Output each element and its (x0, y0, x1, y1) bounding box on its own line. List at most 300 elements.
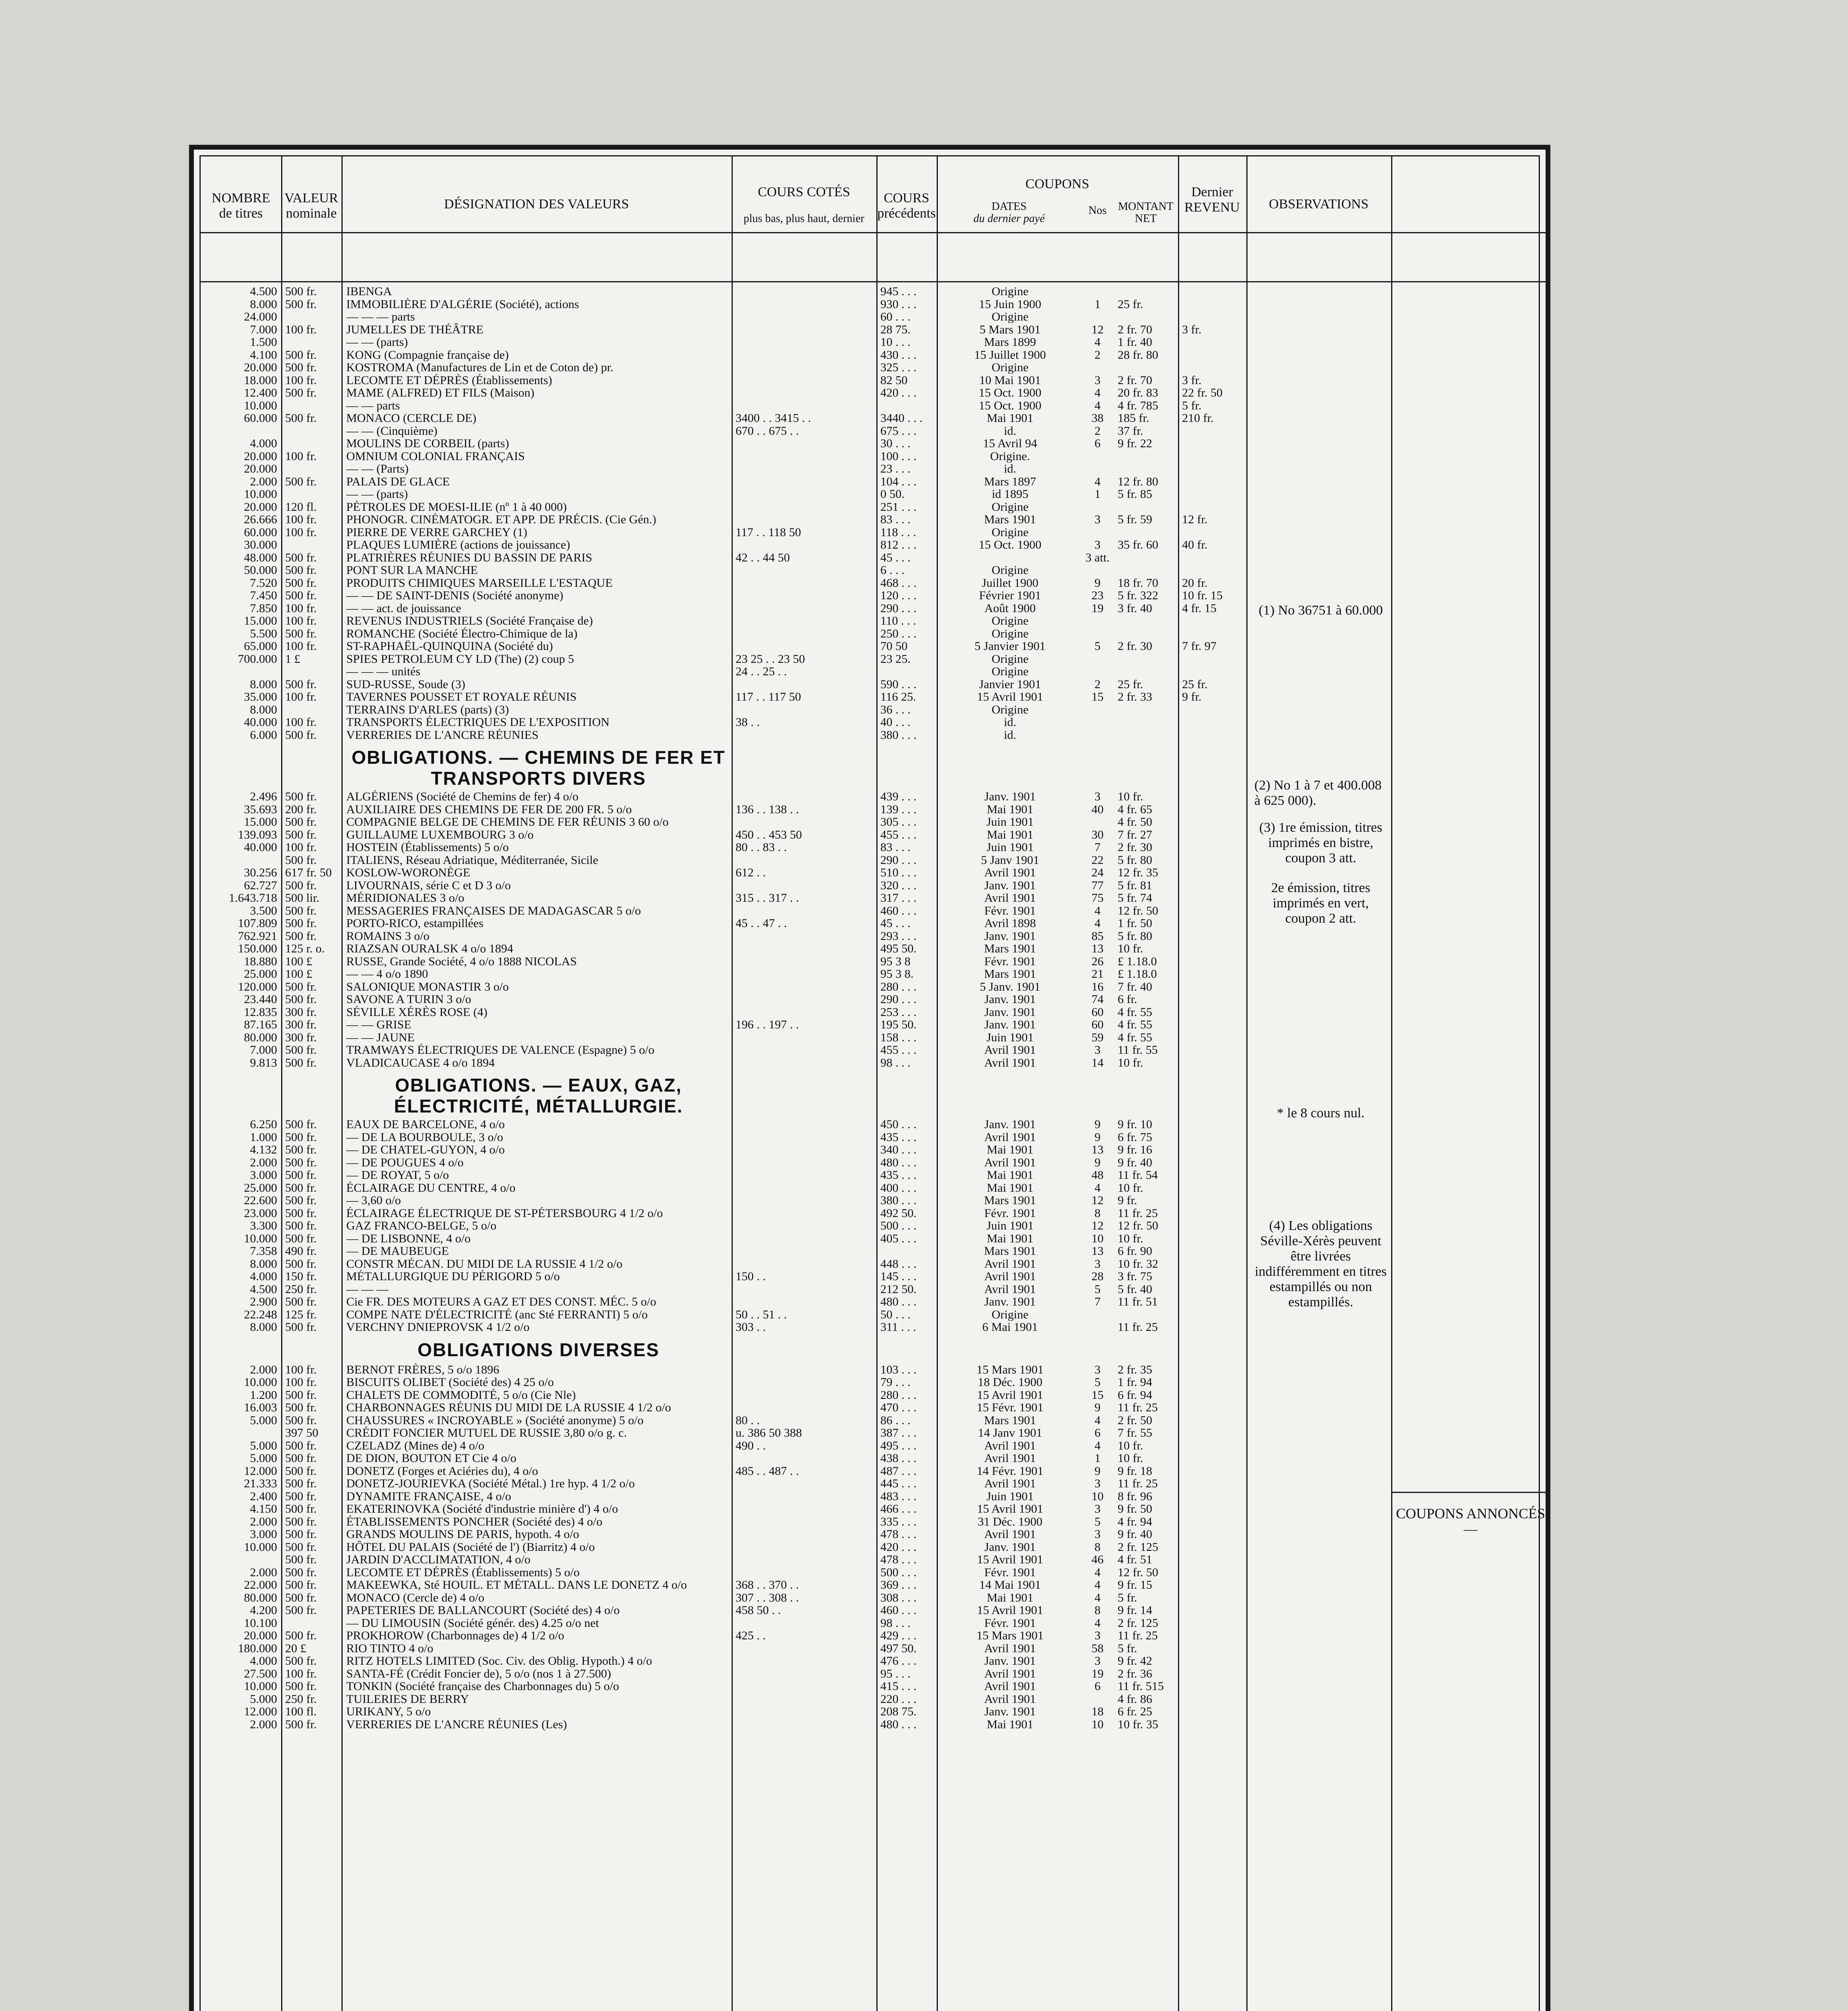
cell: 120 . . . (880, 589, 917, 602)
cell: — — — parts (346, 310, 415, 323)
table-row (201, 450, 1391, 463)
cell: 700.000 (238, 652, 277, 665)
cell: id. (1004, 463, 1016, 475)
table-row (201, 993, 1391, 1006)
cell: Mars 1901 (984, 1245, 1036, 1257)
cell: 480 . . . (880, 1156, 917, 1169)
cell: 10 fr. (1118, 942, 1143, 955)
header-dernier-revenu: Dernier REVENU (1184, 185, 1240, 215)
cell: 500 fr. (285, 1579, 317, 1591)
table-row (201, 1207, 1391, 1219)
cell: 2 fr. 36 (1118, 1667, 1152, 1680)
cell: DE DION, BOUTON ET Cie 4 o/o (346, 1452, 517, 1464)
table-row (201, 1604, 1391, 1616)
cell: 4.132 (250, 1143, 277, 1156)
cell: 2.000 (250, 475, 277, 488)
cell: £ 1.18.0 (1118, 955, 1157, 968)
cell: 7 fr. 27 (1118, 828, 1152, 841)
cell: 4 (1094, 399, 1101, 412)
cell: 3 (1094, 1655, 1101, 1667)
table-row (201, 399, 1391, 412)
cell: 250 . . . (880, 627, 917, 640)
cell: 11 fr. 25 (1118, 1477, 1158, 1490)
cell: JARDIN D'ACCLIMATATION, 4 o/o (346, 1553, 530, 1566)
cell: 5 Janv 1901 (981, 853, 1039, 866)
cell: 500 fr. (285, 816, 317, 828)
cell: 250 fr. (285, 1283, 317, 1295)
cell: 95 3 8 (880, 955, 911, 968)
cell: 9 fr. 42 (1118, 1655, 1152, 1667)
cell: PRODUITS CHIMIQUES MARSEILLE L'ESTAQUE (346, 576, 613, 589)
cell: 290 . . . (880, 993, 917, 1006)
cell: 2.000 (250, 1156, 277, 1169)
cell: Cie FR. DES MOTEURS A GAZ ET DES CONST. MÉC. 5 o/o (346, 1295, 656, 1308)
cell: 9 fr. 16 (1118, 1143, 1152, 1156)
cell: 5 fr. (1182, 399, 1202, 412)
cell: 612 . . (736, 866, 766, 879)
cell: Janv. 1901 (984, 790, 1036, 803)
cell: 1.000 (250, 1131, 277, 1143)
cell: 1.643.718 (229, 892, 277, 904)
table-row (201, 285, 1391, 298)
cell: 500 fr. (285, 853, 317, 866)
cell: 3 (1094, 1477, 1101, 1490)
cell: 460 . . . (880, 1604, 917, 1616)
cell: 15 Févr. 1901 (976, 1401, 1044, 1414)
cell: ÉCLAIRAGE DU CENTRE, 4 o/o (346, 1181, 516, 1194)
cell: 500 . . . (880, 1219, 917, 1232)
cell: 1 fr. 50 (1118, 917, 1152, 929)
cell: 2.496 (250, 790, 277, 803)
cell: 500 fr. (285, 1604, 317, 1616)
cell: 13 (1092, 1143, 1104, 1156)
cell: 300 fr. (285, 1018, 317, 1031)
table-row (201, 1131, 1391, 1143)
cell: 2.000 (250, 1363, 277, 1376)
cell: 4.100 (250, 348, 277, 361)
table-row (201, 323, 1391, 336)
table-row (201, 1389, 1391, 1401)
cell: 10 fr. 35 (1118, 1718, 1158, 1731)
cell: Avril 1901 (984, 1439, 1036, 1452)
cell: 38 (1092, 412, 1104, 424)
cell: 212 50. (880, 1283, 917, 1295)
cell: HOSTEIN (Établissements) 5 o/o (346, 841, 509, 853)
cell: Avril 1901 (984, 1156, 1036, 1169)
cell: 675 . . . (880, 424, 917, 437)
cell: 12 (1092, 1219, 1104, 1232)
header-cours-precedents: COURS précédents (877, 191, 936, 221)
cell: GUILLAUME LUXEMBOURG 3 o/o (346, 828, 534, 841)
cell: 317 . . . (880, 892, 917, 904)
cell: 7.000 (250, 1044, 277, 1056)
cell: 4.000 (250, 1655, 277, 1667)
cell: 305 . . . (880, 816, 917, 828)
cell: 10 (1092, 1490, 1104, 1503)
cell: 5.000 (250, 1692, 277, 1705)
cell: CHAUSSURES « INCROYABLE » (Société anonyme) 5 o/o (346, 1414, 644, 1427)
cell: 280 . . . (880, 980, 917, 993)
cell: 10 fr. (1118, 1452, 1143, 1464)
cell: 10.000 (244, 399, 277, 412)
cell: 100 fr. (285, 691, 317, 703)
cell: 36 . . . (880, 703, 911, 716)
cell: 8.000 (250, 1257, 277, 1270)
cell: 500 fr. (285, 361, 317, 374)
cell: 2 fr. 30 (1118, 640, 1152, 652)
cell: 11 fr. 515 (1118, 1680, 1164, 1692)
cell: GAZ FRANCO-BELGE, 5 o/o (346, 1219, 497, 1232)
cell: 12.000 (244, 1464, 277, 1477)
cell: 98 . . . (880, 1056, 911, 1069)
cell: 5 Mars 1901 (979, 323, 1041, 336)
cell: 100 fr. (285, 1363, 317, 1376)
cell: 100 fr. (285, 374, 317, 387)
cell: 50 . . . (880, 1308, 911, 1321)
cell: 23 25 . . 23 50 (736, 652, 805, 665)
cell: 50 . . 51 . . (736, 1308, 787, 1321)
cell: 22.600 (244, 1194, 277, 1207)
table-row (201, 729, 1391, 741)
cell: MOULINS DE CORBEIL (parts) (346, 437, 509, 450)
cell: 450 . . . (880, 1118, 917, 1131)
cell: 40 . . . (880, 716, 911, 728)
cell: 3.000 (250, 1169, 277, 1181)
table-row (201, 1617, 1391, 1629)
header-dates: DATES du dernier payé (973, 200, 1045, 225)
cell: Janv. 1901 (984, 1540, 1036, 1553)
cell: 7.358 (250, 1245, 277, 1257)
cell: 220 . . . (880, 1692, 917, 1705)
cell: 26.666 (244, 513, 277, 526)
cell: 293 . . . (880, 929, 917, 942)
cell: Janv. 1901 (984, 1705, 1036, 1718)
cell: 18 fr. 70 (1118, 576, 1158, 589)
cell: TAVERNES POUSSET ET ROYALE RÉUNIS (346, 691, 577, 703)
table-row (201, 1031, 1391, 1044)
table-row (201, 691, 1391, 703)
cell: Juillet 1900 (982, 576, 1038, 589)
cell: 5 (1094, 1376, 1101, 1388)
cell: Février 1901 (979, 589, 1041, 602)
cell: 253 . . . (880, 1006, 917, 1018)
cell: 22 fr. 50 (1182, 387, 1223, 399)
table-row (201, 1465, 1391, 1477)
cell: Origine (991, 526, 1029, 539)
cell: 6 fr. 90 (1118, 1245, 1152, 1257)
cell: 490 . . (736, 1439, 766, 1452)
cell: TERRAINS D'ARLES (parts) (3) (346, 703, 509, 716)
cell: 500 fr. (285, 828, 317, 841)
cell: 500 . . . (880, 1566, 917, 1579)
cell: 4 fr. 94 (1118, 1515, 1152, 1528)
cell: 9 fr. 15 (1118, 1579, 1152, 1591)
cell: Avril 1901 (984, 1477, 1036, 1490)
cell: 500 fr. (285, 627, 317, 640)
cell: 500 fr. (285, 475, 317, 488)
cell: Janvier 1901 (979, 678, 1041, 691)
cell: 60 (1092, 1006, 1104, 1018)
cell: 24 (1092, 866, 1104, 879)
cell: Mai 1901 (987, 1169, 1034, 1181)
cell: 195 50. (880, 1018, 917, 1031)
cell: IBENGA (346, 285, 392, 298)
cell: 15.000 (244, 615, 277, 627)
cell: 22.000 (244, 1579, 277, 1591)
cell: 3 (1094, 1363, 1101, 1376)
cell: 10.100 (244, 1616, 277, 1629)
cell: 86 . . . (880, 1414, 911, 1427)
cell: 3 fr. 75 (1118, 1270, 1152, 1283)
cell: 2 fr. 125 (1118, 1616, 1158, 1629)
cell: 4 fr. 55 (1118, 1031, 1152, 1044)
cell: PLATRIÈRES RÉUNIES DU BASSIN DE PARIS (346, 551, 592, 564)
cell: Avril 1901 (984, 1131, 1036, 1143)
cell: BISCUITS OLIBET (Société des) 4 25 o/o (346, 1376, 554, 1388)
cell: 13 (1092, 942, 1104, 955)
cell: LECOMTE ET DÉPRÈS (Établissements) 5 o/o (346, 1566, 580, 1579)
cell: 3 fr. 40 (1118, 602, 1152, 615)
table-row (201, 1693, 1391, 1705)
cell: 369 . . . (880, 1579, 917, 1591)
cell: 3 fr. (1182, 374, 1202, 387)
cell: 45 . . . (880, 917, 911, 929)
cell: 4.500 (250, 1283, 277, 1295)
cell: Mars 1901 (984, 513, 1036, 526)
cell: 500 fr. (285, 1143, 317, 1156)
cell: 95 . . . (880, 1667, 911, 1680)
table-row (201, 1363, 1391, 1376)
cell: Mai 1901 (987, 1143, 1034, 1156)
cell: 4 (1094, 1579, 1101, 1591)
cell: 6 (1094, 1427, 1101, 1439)
cell: Origine (991, 665, 1029, 678)
cell: — — JAUNE (346, 1031, 415, 1044)
section-title: OBLIGATIONS. — EAUX, GAZ, ÉLECTRICITÉ, MÉTALLURGIE. (394, 1075, 683, 1117)
cell: 10.000 (244, 1376, 277, 1388)
cell: 438 . . . (880, 1452, 917, 1464)
table-row (201, 412, 1391, 424)
cell: Mars 1899 (984, 336, 1036, 348)
cell: 14 Févr. 1901 (976, 1464, 1044, 1477)
cell: PROKHOROW (Charbonnages de) 4 1/2 o/o (346, 1629, 564, 1642)
cell: 12 fr. 50 (1118, 1219, 1158, 1232)
cell: ÉCLAIRAGE ÉLECTRIQUE DE ST-PÉTERSBOURG 4 1/2 o/o (346, 1207, 663, 1219)
cell: Origine (991, 310, 1029, 323)
cell: Janv. 1901 (984, 1295, 1036, 1308)
cell: 31 Déc. 1900 (978, 1515, 1042, 1528)
cell: 500 fr. (285, 1401, 317, 1414)
header-nombre: NOMBRE de titres (212, 191, 270, 221)
cell: Janv. 1901 (984, 993, 1036, 1006)
cell: 23 (1092, 589, 1104, 602)
table-row (201, 703, 1391, 716)
cell: PONT SUR LA MANCHE (346, 564, 478, 576)
cell: 15 Oct. 1900 (978, 399, 1042, 412)
cell: Origine (991, 627, 1029, 640)
cell: 303 . . (736, 1321, 766, 1333)
cell: 10.000 (244, 1232, 277, 1245)
cell: 20.000 (244, 1629, 277, 1642)
cell: 100 fr. (285, 513, 317, 526)
cell: 500 fr. (285, 1680, 317, 1692)
cell: 5 fr. 74 (1118, 892, 1152, 904)
cell: 5.500 (250, 627, 277, 640)
newspaper-page (189, 145, 1550, 2011)
cell: 300 fr. (285, 1031, 317, 1044)
cell: 80 . . (736, 1414, 760, 1427)
cell: 20.000 (244, 450, 277, 463)
cell: 9 (1094, 1156, 1101, 1169)
cell: 4 (1094, 1181, 1101, 1194)
cell: 2 (1094, 424, 1101, 437)
cell: 500 fr. (285, 1156, 317, 1169)
cell: 4 (1094, 904, 1101, 917)
table-row (201, 310, 1391, 323)
table-row (201, 374, 1391, 387)
cell: PÉTROLES DE MOESI-ILIE (nº 1 à 40 000) (346, 500, 567, 513)
cell: Juin 1901 (986, 1031, 1034, 1044)
cell: 500 fr. (285, 1056, 317, 1069)
cell: 500 fr. (285, 1044, 317, 1056)
cell: MAKEEWKA, Sté HOUIL. ET MÉTALL. DANS LE DONETZ 4 o/o (346, 1579, 687, 1591)
cell: 9 fr. 18 (1118, 1464, 1152, 1477)
cell: 19 (1092, 1667, 1104, 1680)
cell: 28 75. (880, 323, 911, 336)
cell: — DE POUGUES 4 o/o (346, 1156, 464, 1169)
table-row (201, 298, 1391, 310)
cell: 500 fr. (285, 1118, 317, 1131)
header-cours-cotes-sub: plus bas, plus haut, dernier (743, 212, 865, 225)
cell: ST-RAPHAËL-QUINQUINA (Société du) (346, 640, 553, 652)
table-row (201, 930, 1391, 942)
cell: RIO TINTO 4 o/o (346, 1642, 434, 1655)
cell: 500 fr. (285, 1388, 317, 1401)
cell: 7 fr. 97 (1182, 640, 1217, 652)
cell: 500 fr. (285, 1181, 317, 1194)
cell: SUD-RUSSE, Soude (3) (346, 678, 465, 691)
cell: 4 fr. 55 (1118, 1006, 1152, 1018)
cell: 2 (1094, 348, 1101, 361)
cell: 35.000 (244, 691, 277, 703)
cell: 3400 . . 3415 . . (736, 412, 811, 424)
cell: 3 (1094, 374, 1101, 387)
cell: Avril 1901 (984, 1056, 1036, 1069)
cell: TUILERIES DE BERRY (346, 1692, 469, 1705)
table-row (201, 1006, 1391, 1018)
cell: SAVONE A TURIN 3 o/o (346, 993, 471, 1006)
table-row (201, 1018, 1391, 1031)
cell: COMPE NATE D'ÉLECTRICITÉ (anc Sté FERRANTI) 5 o/o (346, 1308, 648, 1321)
cell: 12 fr. (1182, 513, 1208, 526)
cell: 5 Janvier 1901 (974, 640, 1046, 652)
table-row (201, 1182, 1391, 1194)
cell: Mai 1901 (987, 803, 1034, 816)
cell: 150 . . (736, 1270, 766, 1283)
cell: 5 fr. 85 (1118, 488, 1152, 500)
cell: 100 fr. (285, 602, 317, 615)
cell: 500 fr. (285, 576, 317, 589)
table-row (201, 1321, 1391, 1333)
cell: 9 fr. 14 (1118, 1604, 1152, 1616)
cell: KOSTROMA (Manufactures de Lin et de Coton de) pr. (346, 361, 614, 374)
cell: 12.000 (244, 1705, 277, 1718)
cell: 2 fr. 50 (1118, 1414, 1152, 1427)
table-row (201, 1308, 1391, 1321)
cell: Origine (991, 652, 1029, 665)
cell: 1 (1094, 488, 1101, 500)
cell: AUXILIAIRE DES CHEMINS DE FER DE 200 FR. 5 o/o (346, 803, 632, 816)
cell: — — act. de jouissance (346, 602, 461, 615)
cell: PORTO-RICO, estampillées (346, 917, 483, 929)
cell: 2 fr. 125 (1118, 1540, 1158, 1553)
cell: 4.200 (250, 1604, 277, 1616)
cell: 500 fr. (285, 1540, 317, 1553)
cell: 4.150 (250, 1503, 277, 1515)
cell: 500 fr. (285, 678, 317, 691)
cell: 500 fr. (285, 1131, 317, 1143)
cell: 80 . . 83 . . (736, 841, 787, 853)
cell: 9 fr. 10 (1118, 1118, 1152, 1131)
cell: 1 (1094, 298, 1101, 310)
cell: 25 fr. (1118, 298, 1143, 310)
cell: 100 fr. (285, 716, 317, 728)
cell: TRAMWAYS ÉLECTRIQUES DE VALENCE (Espagne) 5 o/o (346, 1044, 655, 1056)
cell: Févr. 1901 (984, 1616, 1036, 1629)
cell: 65.000 (244, 640, 277, 652)
cell: 466 . . . (880, 1503, 917, 1515)
cell: 38 . . (736, 716, 760, 728)
cell: 5 (1094, 1515, 1101, 1528)
cell: 500 fr. (285, 917, 317, 929)
cell: 60.000 (244, 412, 277, 424)
cell: 12.835 (244, 1006, 277, 1018)
cell: 16 (1092, 980, 1104, 993)
cell: 62.727 (244, 879, 277, 892)
cell: 490 fr. (285, 1245, 317, 1257)
cell: 495 . . . (880, 1439, 917, 1452)
table-row (201, 1376, 1391, 1388)
cell: 100 fr. (285, 526, 317, 539)
table-row (201, 1232, 1391, 1245)
cell: 15 Avril 94 (983, 437, 1037, 450)
cell: 500 fr. (285, 1718, 317, 1731)
cell: 7 (1094, 841, 1101, 853)
cell: DONETZ-JOURIEVKA (Société Métal.) 1re hyp. 4 1/2 o/o (346, 1477, 635, 1490)
cell: Mai 1901 (987, 412, 1034, 424)
cell: 500 fr. (285, 348, 317, 361)
table-row (201, 1295, 1391, 1308)
cell: 4 (1094, 1414, 1101, 1427)
cell: 435 . . . (880, 1131, 917, 1143)
cell: 5 fr. (1118, 1642, 1137, 1655)
cell: 590 . . . (880, 678, 917, 691)
table-row (201, 1401, 1391, 1414)
cell: 500 fr. (285, 1515, 317, 1528)
cell: 468 . . . (880, 576, 917, 589)
cell: 500 fr. (285, 1295, 317, 1308)
cell: 500 fr. (285, 1464, 317, 1477)
table-row (201, 1439, 1391, 1452)
cell: 25 fr. (1118, 678, 1143, 691)
cell: 368 . . 370 . . (736, 1579, 799, 1591)
cell: 25 fr. (1182, 678, 1208, 691)
cell: 5 Janv. 1901 (980, 980, 1040, 993)
cell: 617 fr. 50 (285, 866, 332, 879)
cell: 100 fr. (285, 841, 317, 853)
cell: 98 . . . (880, 1616, 911, 1629)
cell: 315 . . 317 . . (736, 892, 799, 904)
